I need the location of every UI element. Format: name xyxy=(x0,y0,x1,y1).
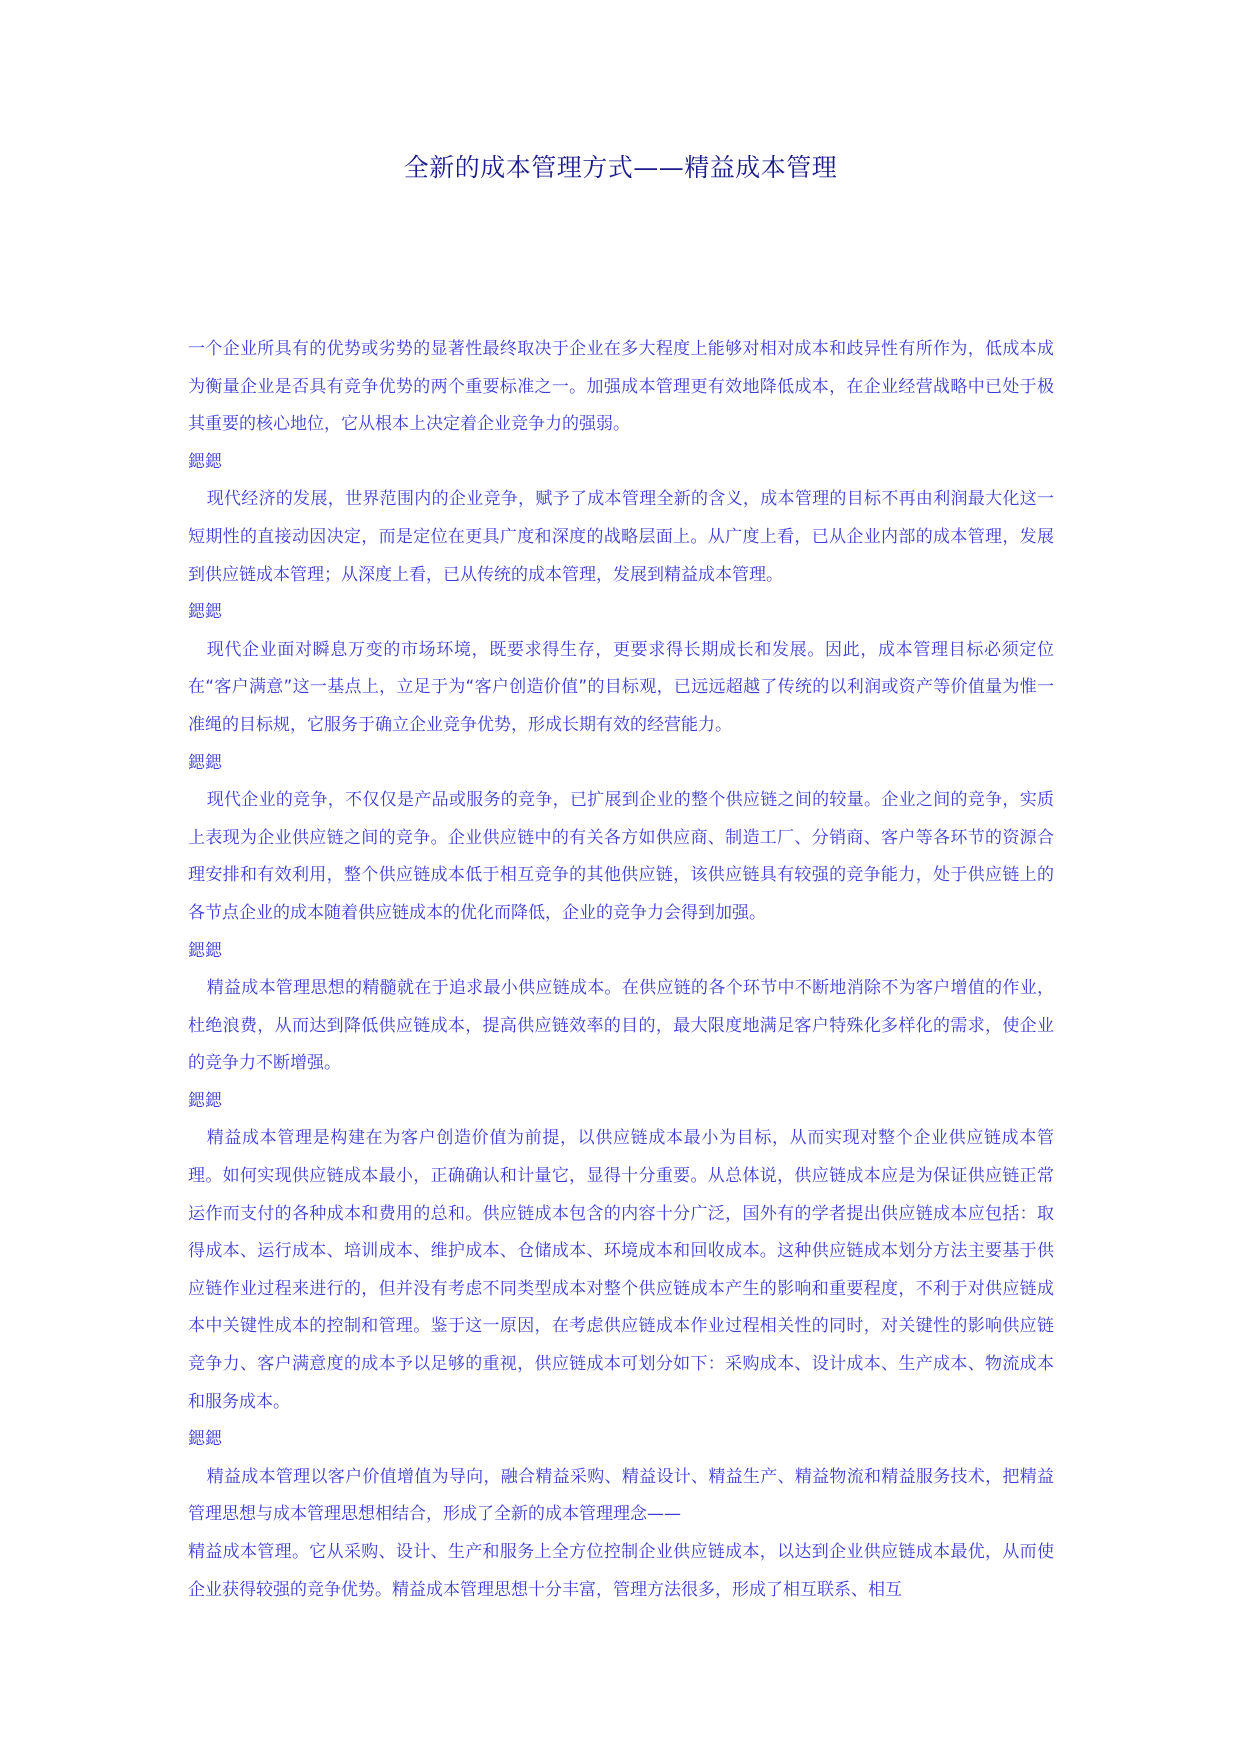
paragraph-7: 精益成本管理以客户价值增值为导向，融合精益采购、精益设计、精益生产、精益物流和精益服务技术，把精益管理思想与成本管理思想相结合，形成了全新的成本管理理念—— xyxy=(188,1466,1054,1525)
paragraph-separator: 鍶鍶 xyxy=(188,602,222,623)
document-body xyxy=(188,331,1054,1609)
paragraph-8: 精益成本管理。它从采购、设计、生产和服务上全方位控制企业供应链成本，以达到企业供应链成本最优，从而使企业获得较强的竞争优势。精益成本管理思想十分丰富，管理方法很多，形成了相互联系、相互 xyxy=(188,1542,1054,1600)
document-title: 全新的成本管理方式——精益成本管理 xyxy=(403,153,838,182)
paragraph-4: 现代企业的竞争，不仅仅是产品或服务的竞争，已扩展到企业的整个供应链之间的较量。企业之间的竞争，实质上表现为企业供应链之间的竞争。企业供应链中的有关各方如供应商、制造工厂、分销商、客户等各环节的资源合理安排和有效利用，整个供应链成本低于相互竞争的其他供应链，该供应链具有较强的竞争能力，处于供应链上的各节点企业的成本随着供应链成本的优化而降低，企业的竞争力会得到加强。 xyxy=(188,790,1054,923)
paragraph-separator: 鍶鍶 xyxy=(188,940,222,961)
paragraph-separator: 鍶鍶 xyxy=(188,752,222,773)
paragraph-2: 现代经济的发展，世界范围内的企业竞争，赋予了成本管理全新的含义，成本管理的目标不再由利润最大化这一短期性的直接动因决定，而是定位在更具广度和深度的战略层面上。从广度上看，已从企业内部的成本管理，发展到供应链成本管理；从深度上看，已从传统的成本管理，发展到精益成本管理。 xyxy=(188,489,1054,585)
paragraph-3: 现代企业面对瞬息万变的市场环境，既要求得生存，更要求得长期成长和发展。因此，成本管理目标必须定位在“客户满意”这一基点上，立足于为“客户创造价值”的目标观，已远远超越了传统的以利润或资产等价值量为惟一准绳的目标规，它服务于确立企业竞争优势，形成长期有效的经营能力。 xyxy=(188,639,1054,735)
paragraph-6: 精益成本管理是构建在为客户创造价值为前提，以供应链成本最小为目标，从而实现对整个企业供应链成本管理。如何实现供应链成本最小，正确确认和计量它，显得十分重要。从总体说，供应链成本应是为保证供应链正常运作而支付的各种成本和费用的总和。供应链成本包含的内容十分广泛，国外有的学者提出供应链成本应包括：取得成本、运行成本、培训成本、维护成本、仓储成本、环境成本和回收成本。这种供应链成本划分方法主要基于供应链作业过程来进行的，但并没有考虑不同类型成本对整个供应链成本产生的影响和重要程度，不利于对供应链成本中关键性成本的控制和管理。鉴于这一原因，在考虑供应链成本作业过程相关性的同时，对关键性的影响供应链竞争力、客户满意度的成本予以足够的重视，供应链成本可划分如下：采购成本、设计成本、生产成本、物流成本和服务成本。 xyxy=(188,1128,1054,1412)
paragraph-separator: 鍶鍶 xyxy=(188,451,222,472)
paragraph-5: 精益成本管理思想的精髓就在于追求最小供应链成本。在供应链的各个环节中不断地消除不为客户增值的作业，杜绝浪费，从而达到降低供应链成本，提高供应链效率的目的，最大限度地满足客户特殊化多样化的需求，使企业的竞争力不断增强。 xyxy=(188,978,1054,1074)
paragraph-separator: 鍶鍶 xyxy=(188,1429,222,1450)
paragraph-1: 一个企业所具有的优势或劣势的显著性最终取决于企业在多大程度上能够对相对成本和歧异性有所作为，低成本成为衡量企业是否具有竞争优势的两个重要标准之一。加强成本管理更有效地降低成本，在企业经营战略中已处于极其重要的核心地位，它从根本上决定着企业竞争力的强弱。 xyxy=(188,339,1054,435)
paragraph-separator: 鍶鍶 xyxy=(188,1090,222,1111)
